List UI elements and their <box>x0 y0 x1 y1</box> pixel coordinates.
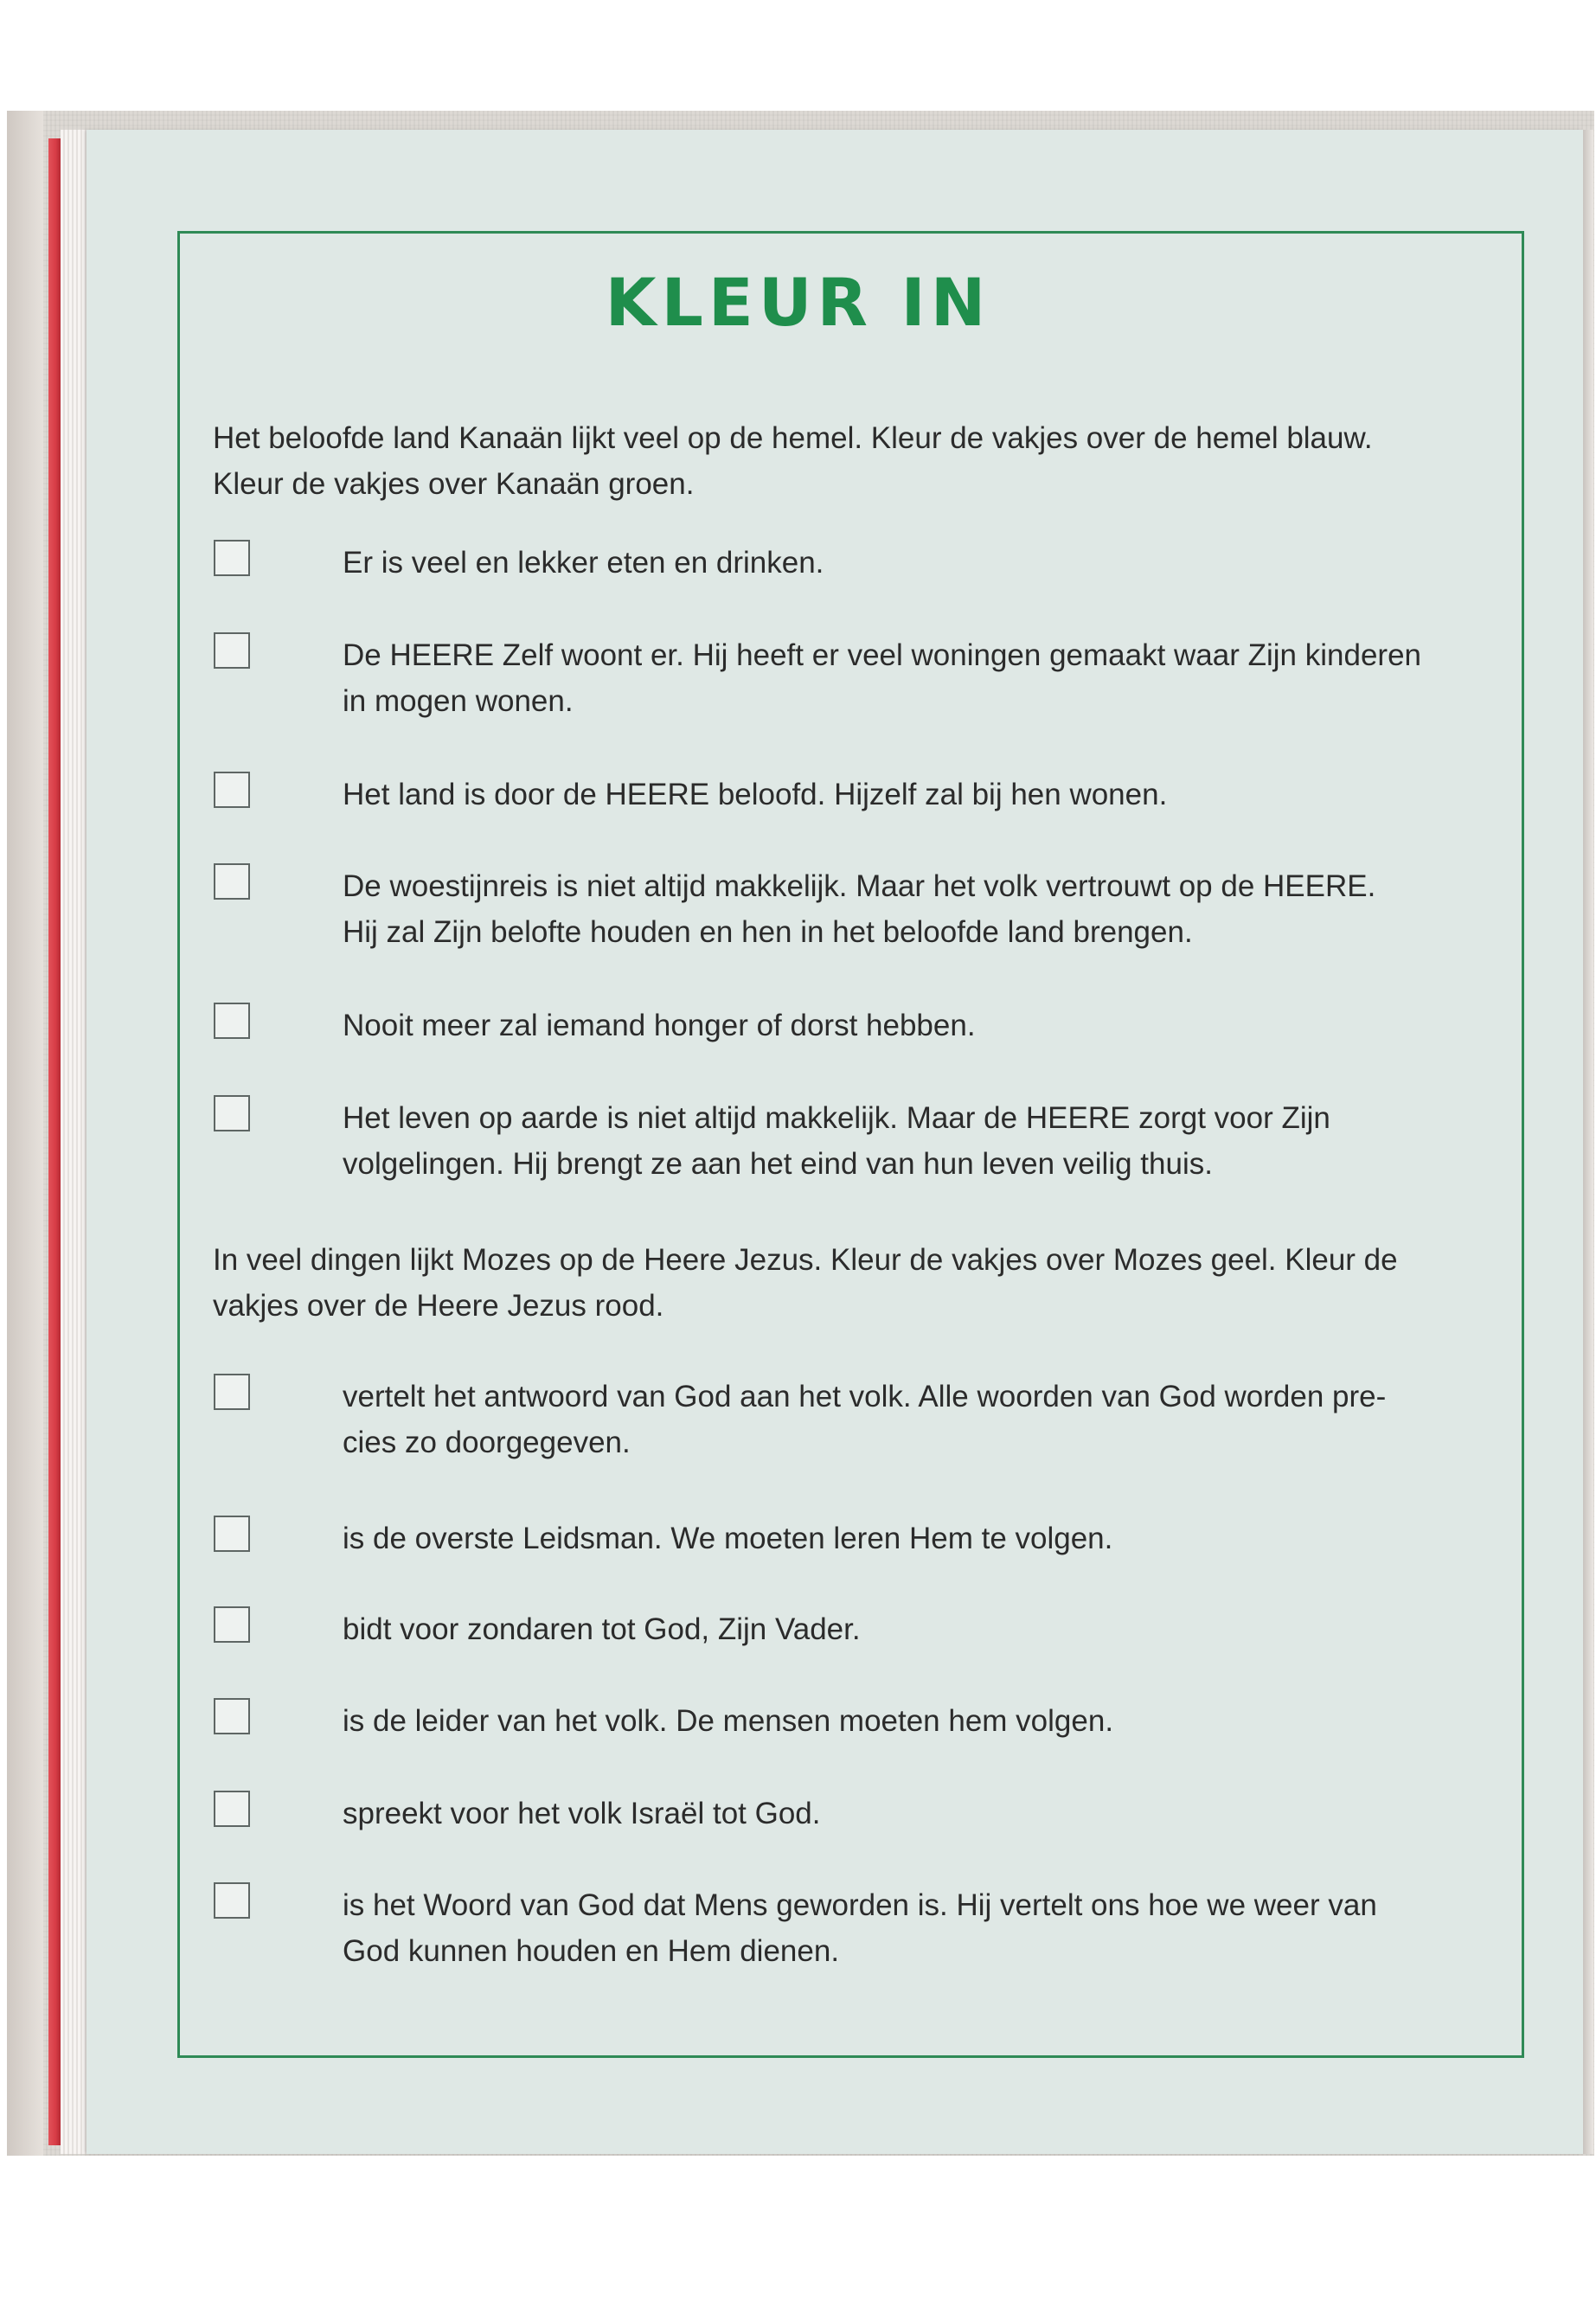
statement-line: Het leven op aarde is niet altijd makkelijk. Maar de HEERE zorgt voor Zijn <box>343 1101 1330 1135</box>
statement-text <box>343 1791 1484 1836</box>
statement-line: Hij zal Zijn belofte houden en hen in het beloofde land brengen. <box>343 915 1193 949</box>
statement-line: cies zo doorgegeven. <box>343 1426 631 1459</box>
color-checkbox[interactable] <box>214 1516 250 1552</box>
statement-text <box>343 1003 1484 1048</box>
section-1-instructions <box>213 415 1493 507</box>
color-checkbox[interactable] <box>214 1606 250 1643</box>
color-checkbox[interactable] <box>214 540 250 576</box>
statement-text <box>343 863 1484 955</box>
statement-text <box>343 1698 1484 1744</box>
instruction-line: Kleur de vakjes over Kanaän groen. <box>213 467 695 501</box>
statement-line: spreekt voor het volk Israël tot God. <box>343 1797 821 1830</box>
color-checkbox[interactable] <box>214 772 250 808</box>
statement-line: vertelt het antwoord van God aan het volk. Alle woorden van God worden pre- <box>343 1380 1387 1413</box>
statement-line: God kunnen houden en Hem dienen. <box>343 1934 840 1968</box>
color-checkbox[interactable] <box>214 632 250 669</box>
statement-text <box>343 1374 1484 1465</box>
cover-right-edge <box>1583 130 1593 2154</box>
instruction-line: Het beloofde land Kanaän lijkt veel op de hemel. Kleur de vakjes over de hemel blauw. <box>213 421 1373 455</box>
section-2-instructions <box>213 1237 1493 1329</box>
statement-text <box>343 1606 1484 1652</box>
statement-text <box>343 1882 1484 1974</box>
color-checkbox[interactable] <box>214 1791 250 1827</box>
statement-line: is de leider van het volk. De mensen moeten hem volgen. <box>343 1704 1114 1738</box>
statement-text <box>343 772 1484 817</box>
statement-line: Nooit meer zal iemand honger of dorst hebben. <box>343 1009 976 1042</box>
statement-line: volgelingen. Hij brengt ze aan het eind van hun leven veilig thuis. <box>343 1147 1213 1181</box>
color-checkbox[interactable] <box>214 1095 250 1131</box>
statement-text <box>343 632 1484 724</box>
red-page-edge <box>48 138 61 2145</box>
statement-line: Er is veel en lekker eten en drinken. <box>343 546 824 580</box>
statement-line: De woestijnreis is niet altijd makkelijk. Maar het volk vertrouwt op de HEERE. <box>343 869 1376 903</box>
color-checkbox[interactable] <box>214 1698 250 1734</box>
statement-line: is het Woord van God dat Mens geworden is. Hij vertelt ons hoe we weer van <box>343 1888 1377 1922</box>
statement-line: Het land is door de HEERE beloofd. Hijzelf zal bij hen wonen. <box>343 778 1168 811</box>
statement-line: is de overste Leidsman. We moeten leren Hem te volgen. <box>343 1522 1113 1555</box>
page-title: KLEUR IN <box>605 264 991 341</box>
page-stack-edge <box>61 130 87 2154</box>
book-spine-edge <box>7 111 43 2156</box>
color-checkbox[interactable] <box>214 1374 250 1410</box>
color-checkbox[interactable] <box>214 863 250 900</box>
statement-text <box>343 540 1484 586</box>
instruction-line: vakjes over de Heere Jezus rood. <box>213 1289 664 1323</box>
statement-line: bidt voor zondaren tot God, Zijn Vader. <box>343 1612 861 1646</box>
color-checkbox[interactable] <box>214 1003 250 1039</box>
color-checkbox[interactable] <box>214 1882 250 1919</box>
statement-text <box>343 1095 1484 1187</box>
statement-text <box>343 1516 1484 1561</box>
statement-line: in mogen wonen. <box>343 684 574 718</box>
statement-line: De HEERE Zelf woont er. Hij heeft er veel woningen gemaakt waar Zijn kinderen <box>343 638 1421 672</box>
instruction-line: In veel dingen lijkt Mozes op de Heere Jezus. Kleur de vakjes over Mozes geel. Kleur de <box>213 1243 1398 1277</box>
